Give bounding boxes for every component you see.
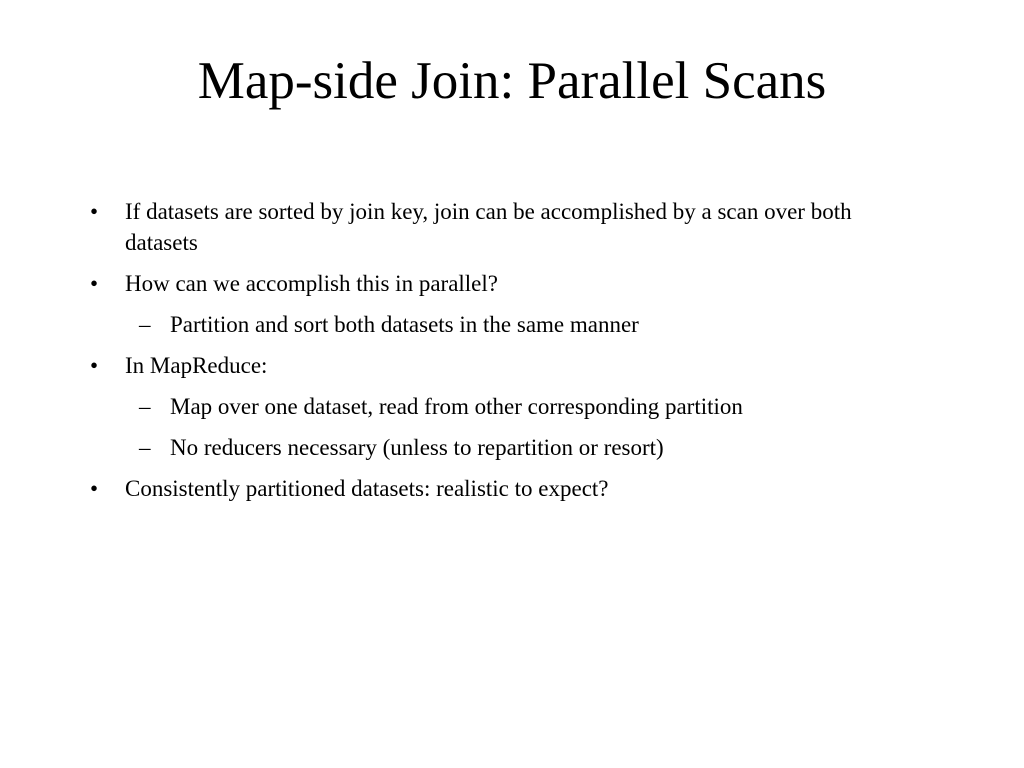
bullet-text: In MapReduce: <box>125 353 268 378</box>
sub-bullet-marker: – <box>139 312 151 337</box>
sub-bullet-marker: – <box>139 394 151 419</box>
bullet-text: Consistently partitioned datasets: realistic to expect? <box>125 476 609 501</box>
bullet-marker: • <box>90 353 99 378</box>
bullet-marker: • <box>90 199 99 224</box>
bullet-text: If datasets are sorted by join key, join can be accomplished by a scan over both datasets <box>125 199 852 255</box>
sub-bullet-item <box>0 432 1024 463</box>
sub-bullet-item <box>0 309 1024 340</box>
sub-bullet-text: No reducers necessary (unless to repartition or resort) <box>170 435 664 460</box>
bullet-item <box>0 350 1024 381</box>
bullet-list <box>0 196 1024 514</box>
sub-bullet-text: Partition and sort both datasets in the same manner <box>170 312 639 337</box>
slide-title: Map-side Join: Parallel Scans <box>197 52 827 110</box>
bullet-text: How can we accomplish this in parallel? <box>125 271 498 296</box>
bullet-item <box>0 473 1024 504</box>
bullet-marker: • <box>90 476 99 501</box>
sub-bullet-marker: – <box>139 435 151 460</box>
bullet-item <box>0 268 1024 299</box>
sub-bullet-item <box>0 391 1024 422</box>
sub-bullet-text: Map over one dataset, read from other corresponding partition <box>170 394 743 419</box>
bullet-item <box>0 196 1024 258</box>
bullet-marker: • <box>90 271 99 296</box>
